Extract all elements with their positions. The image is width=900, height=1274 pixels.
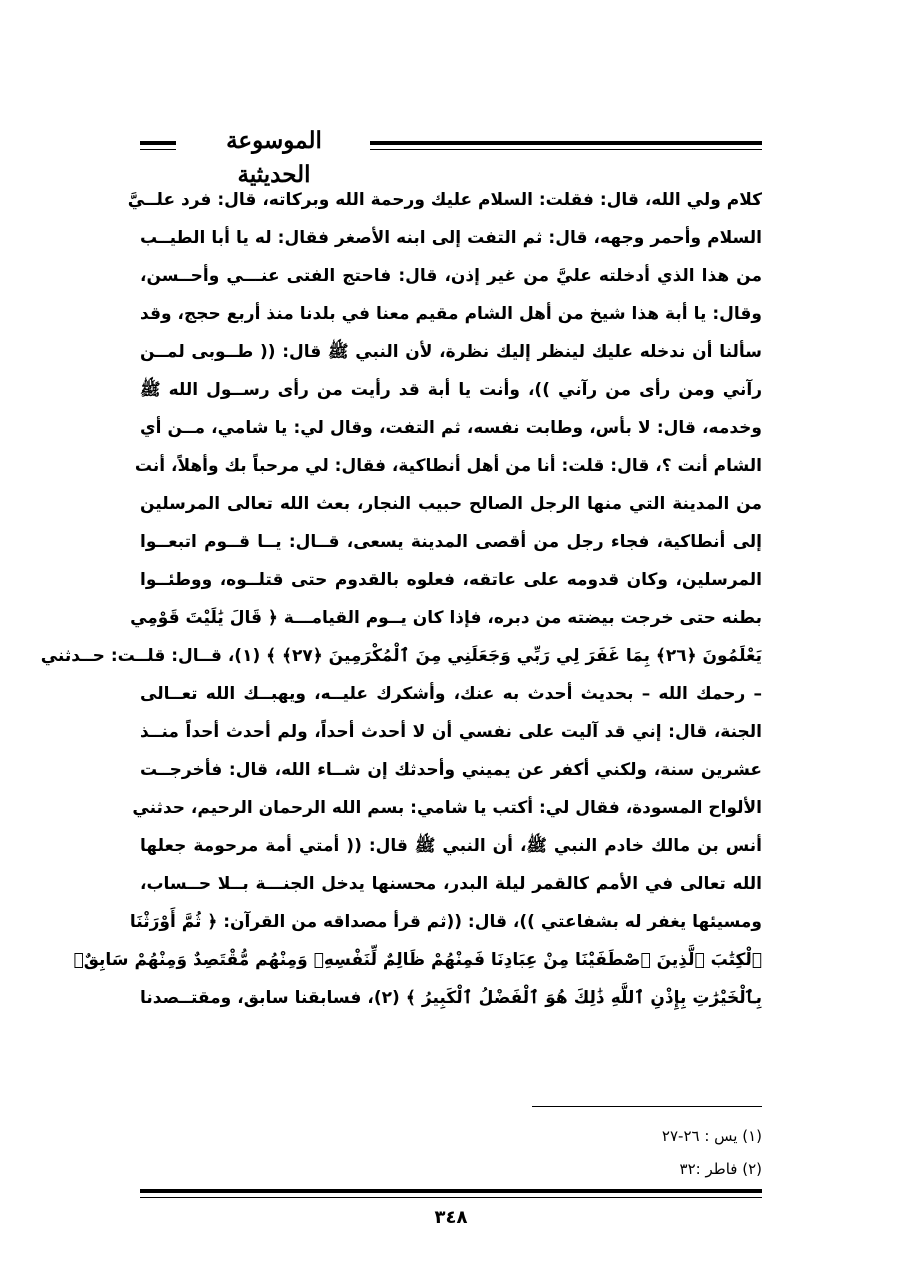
text-line: الله تعالى في الأمم كالقمر ليلة البدر، محسنها يدخل الجنـــة بــلا حــساب، (140, 874, 762, 894)
text-line: الشام أنت ؟، قال: قلت: أنا من أهل أنطاكية، فقال: لي مرحباً بك وأهلاً، أنت (134, 456, 762, 476)
text-line: – رحمك الله – بحديث أحدث به عنك، وأشكرك عليــه، ويهبــك الله تعــالى (140, 684, 762, 704)
text-line: من المدينة التي منها الرجل الصالح حبيب النجار، بعث الله تعالى المرسلين (140, 494, 762, 514)
text-line: وخدمه، قال: لا بأس، وطابت نفسه، ثم التفت، وقال لي: يا شامي، مــن أي (140, 418, 762, 438)
page-number: ٣٤٨ (434, 1207, 468, 1228)
text-line: يَعْلَمُونَ ﴿٢٦﴾ بِمَا غَفَرَ لِي رَبِّي وَجَعَلَنِي مِنَ ٱلْمُكْرَمِينَ ﴿٢٧﴾ ﴾ (١)، قــال: قلــت: حــدثني (40, 646, 762, 666)
text-line: عشرين سنة، ولكني أكفر عن يميني وأحدثك إن شــاء الله، قال: فأخرجــت (140, 760, 762, 780)
header-rule-right (370, 141, 762, 145)
book-title: الموسوعة الحديثية (226, 127, 322, 188)
text-line: الجنة، قال: إني قد آليت على نفسي أن لا أحدث أحداً، ولم أحدث أحداً منــذ (140, 722, 762, 742)
text-line: بِٱلْخَيْرَٰتِ بِإِذْنِ ٱللَّهِ ذَٰلِكَ هُوَ ٱلْفَضْلُ ٱلْكَبِيرُ ﴾ (٢)، فسابقنا سابق، ومقتــصدنا (140, 988, 762, 1008)
text-line: الألواح المسودة، فقال لي: أكتب يا شامي: بسم الله الرحمان الرحيم، حدثني (132, 798, 762, 818)
text-line: أنس بن مالك خادم النبي ﷺ، أن النبي ﷺ قال: (( أمتي أمة مرحومة جعلها (140, 836, 762, 856)
text-line: السلام وأحمر وجهه، قال: ثم التفت إلى ابنه الأصغر فقال: له يا أبا الطيــب (140, 228, 762, 248)
body-text (40, 181, 762, 1017)
header-rule-left (140, 141, 176, 145)
footnote-separator (532, 1106, 762, 1107)
footnote-2: (٢) فاطر :٣٢ (679, 1160, 762, 1178)
text-line: المرسلين، وكان قدومه على عاتقه، فعلوه بالقدوم حتى قتلــوه، ووطئــوا (140, 570, 762, 590)
text-line: وقال: يا أبة هذا شيخ من أهل الشام مقيم معنا في بلدنا منذ أربع حجج، وقد (140, 304, 762, 324)
text-line: بطنه حتى خرجت بيضته من دبره، فإذا كان يــوم القيامـــة ﴿ قَالَ يَٰلَيْتَ قَوْمِي (130, 608, 762, 628)
text-line: كلام ولي الله، قال: فقلت: السلام عليك ورحمة الله وبركاته، قال: فرد علــيَّ (127, 190, 762, 210)
footnote-1: (١) يس : ٢٦-٢٧ (661, 1127, 762, 1145)
text-line: إلى أنطاكية، فجاء رجل من أقصى المدينة يسعى، قــال: يــا قــوم اتبعــوا (140, 532, 762, 552)
text-line: ٱلْكِتَٰبَ ٱلَّذِينَ ٱصْطَفَيْنَا مِنْ عِبَادِنَا فَمِنْهُمْ ظَالِمٌ لِّنَفْسِهِۦ وَمِنْهُم مُّقْتَصِدٌ وَمِنْهُمْ سَابِقٌۢ (73, 950, 762, 970)
text-line: رآني ومن رأى من رآني ))، وأنت يا أبة قد رأيت من رأى رســول الله ﷺ (140, 380, 762, 400)
running-header (140, 122, 762, 188)
footer-rule (140, 1189, 762, 1193)
text-line: ومسيئها يغفر له بشفاعتي ))، قال: ((ثم قرأ مصداقه من القرآن: ﴿ ثُمَّ أَوْرَثْنَا (129, 912, 762, 932)
text-line: سألنا أن ندخله عليك لينظر إليك نظرة، لأن النبي ﷺ قال: (( طــوبى لمــن (140, 342, 762, 362)
text-line: من هذا الذي أدخلته عليَّ من غير إذن، قال: فاحتج الفتى عنـــي وأحــسن، (140, 266, 762, 286)
